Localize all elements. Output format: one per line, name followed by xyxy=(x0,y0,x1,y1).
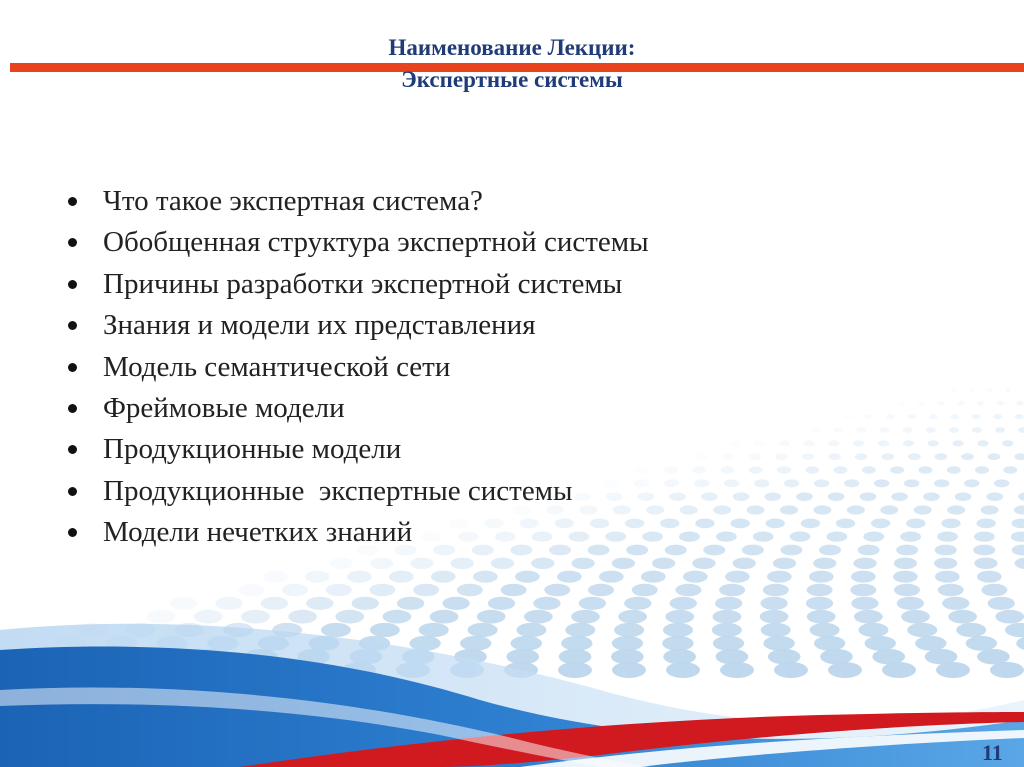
bullet-icon xyxy=(68,445,77,454)
lecture-title-label: Наименование Лекции: xyxy=(388,35,636,60)
list-item: Знания и модели их представления xyxy=(60,306,649,347)
list-item: Что такое экспертная система? xyxy=(60,182,649,223)
list-item: Модели нечетких знаний xyxy=(60,513,649,554)
bullet-icon xyxy=(68,280,77,289)
list-item: Модель семантической сети xyxy=(60,348,649,389)
bullet-icon xyxy=(68,363,77,372)
bullet-icon xyxy=(68,487,77,496)
bullet-icon xyxy=(68,404,77,413)
bullet-icon xyxy=(68,197,77,206)
list-item: Продукционные модели xyxy=(60,430,649,471)
bullet-icon xyxy=(68,238,77,247)
topic-list xyxy=(60,182,649,555)
list-item: Продукционные экспертные системы xyxy=(60,472,649,513)
bullet-icon xyxy=(68,321,77,330)
bullet-icon xyxy=(68,528,77,537)
list-item: Фреймовые модели xyxy=(60,389,649,430)
lecture-title: Экспертные системы xyxy=(401,67,623,92)
list-item: Обобщенная структура экспертной системы xyxy=(60,223,649,264)
page-number: 11 xyxy=(982,740,1003,765)
list-item: Причины разработки экспертной системы xyxy=(60,265,649,306)
